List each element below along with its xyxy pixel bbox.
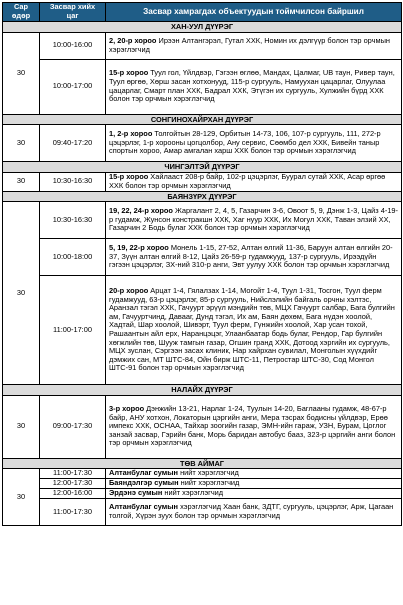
- area-label: 15-р хороо: [109, 68, 149, 78]
- time-cell: 12:00-17:30: [40, 479, 106, 489]
- district-row: [3, 385, 402, 396]
- area-label: 19, 22, 24-р хороо: [109, 206, 173, 216]
- object-text: Арцат 1-4, Гялалзах 1-14, Могойт 1-4, Туул 1-31, Тосгон, Туул ферм гудамжууд, 63-р цэцэрлэг, 85-р сургууль, Нийслэлийн байгаль орчны хэлтэс, Аранзал тэгэл ХХК, Гачуурт эрүүл мэндийн төв, МЦХ Гачуурт салбар, Бага булгийн ам, Гачууртчинд, Давааг, Дунд тэгэл, Их ам, Баян дөхөм, Бага нүдэн хоолой, Хадтай, Шар хоолой, Шивэрт, Туул ферм, Гүнжийн хоолой, Хар усан тохой, Рашаантын айл ерх, Наранцэцэг, Улаанбаатар бодь булаг, Рендор, Гар булгийн хөгжлийн төв, Шууж тамгын газар, Огшин гранд ХХК, Дотоод хэргийн их сургууль, МЦХ зуслан, Сэргээн засах клиник, Нар хайрхан сувилал, Монголын хүүхдийг дэмжих сан, МТ ШТС-84, Ойн бирж ШТС-11, Петростар ШТС-30, Сод Монгол ШТС-91 болон тэр орчмын хэрэглэгчид: [109, 286, 395, 373]
- table-row: [3, 276, 402, 385]
- table-header: [3, 3, 402, 22]
- area-label: 2, 20-р хороо: [109, 35, 157, 45]
- object-cell: [106, 32, 402, 59]
- day-cell: 30: [3, 469, 40, 526]
- object-cell: [106, 172, 402, 191]
- object-text: нийт хэрэглэгчид: [178, 478, 240, 488]
- object-text: Туул гол, Үйлдвэр, Гэгээн өглөө, Мандах, Цалмаг, UB таун, Ривер таун, Туул өргөө, Хөрш засан хотхонууд, 115-р сургууль, Намуухан цацарлаг, Олуулаа цацарлаг, Смарт план ХХК, Бадрал ХХК, Этүгэн их сургууль, Хулжийн бүрд ХХК болон тэр орчмын хэрэглэгчид: [109, 68, 395, 104]
- area-label: 20-р хороо: [109, 286, 149, 296]
- area-label: 1, 2-р хороо: [109, 129, 153, 139]
- object-text: хэрэглэгчид Хаан банк, ЗДТГ, сургууль, цэцэрлэг, Арж, Цагаан толгой, Хүрэн зуух болон тэр орчмын хэрэглэгчид: [109, 502, 394, 520]
- object-cell: [106, 239, 402, 276]
- district-title: ЧИНГЭЛТЭЙ ДҮҮРЭГ: [3, 162, 402, 173]
- object-cell: [106, 395, 402, 458]
- object-text: Хайлааст 208-р байр, 102-р цэцэрлэг, Буурал сутай ХХК, Асар өргөө ХХК болон тэр орчмын хэрэглэгчид: [109, 171, 386, 190]
- object-text: нийт хэрэглэгчид: [178, 468, 239, 478]
- area-label: Баяндэлгэр сумын: [109, 478, 179, 488]
- area-label: 15-р хороо: [109, 171, 149, 181]
- day-cell: 30: [3, 172, 40, 191]
- object-text: Дэнжийн 13-21, Нарлаг 1-24, Туулын 14-20, Баглааны гудамж, 48-67-р байр, АНУ хотхон, Локаторын цэргийн анги, Мера тэсрах бодисны үйлдвэр, Ерөө импекс ХХК, ОСНАА, Тайхар зоогийн газар, ЭМН-ийн гараж, УЗН, Бурам, Цоглог занзай засвар, Гэрийн банк, Морь баридан автобус бааз, 323-р цэргийн анги болон тэр орчмын хэрэглэгчид: [109, 404, 396, 448]
- table-row: [3, 59, 402, 114]
- time-cell: 12:00-16:00: [40, 489, 106, 499]
- table-row: [3, 479, 402, 489]
- time-cell: 11:00-17:30: [40, 469, 106, 479]
- table-row: [3, 469, 402, 479]
- time-cell: 10:30-16:30: [40, 202, 106, 239]
- time-cell: 10:00-16:00: [40, 32, 106, 59]
- time-cell: 10:00-17:00: [40, 59, 106, 114]
- time-cell: 10:30-16:30: [40, 172, 106, 191]
- district-row: [3, 162, 402, 173]
- district-title: НАЛАЙХ ДҮҮРЭГ: [3, 385, 402, 396]
- table-row: [3, 395, 402, 458]
- table-row: [3, 202, 402, 239]
- time-cell: 11:00-17:00: [40, 276, 106, 385]
- header-objects: Засвар хамрагдах объектуудын тоймчилсон байршил: [106, 3, 402, 22]
- district-row: [3, 114, 402, 125]
- header-day: Сар өдөр: [3, 3, 40, 22]
- object-text: Толгойтын 28-129, Орбитын 14-73, 106, 107-р сургууль, 111, 272-р цэцэрлэг, 1-р хорооны цогцолбор, Ану сервис, Сөөмбо дел ХХК, Бивейн таныр спортын хороо, Амар амгалан харш ХХК болон тэр орчмын хэрэглэгчид: [109, 129, 381, 156]
- time-cell: 09:00-17:30: [40, 395, 106, 458]
- district-row: [3, 458, 402, 469]
- object-text: Монель 1-15, 27-52, Алтан өлгий 11-36, Баруун алтан өлгийн 20-37, Зүүн алтан өлгий 8-12, Цайз 26-59-р гудамжууд, 137-р сургууль, Ирээдүйн гэгээн цэцэрлэг, ЗХ-ний 310-р анги, Эвт уулуу ХХК болон тэр орчмын хэрэглэгчид: [109, 243, 393, 270]
- object-cell: [106, 469, 402, 479]
- area-label: Эрдэнэ сумын: [109, 488, 163, 498]
- time-cell: 10:00-18:00: [40, 239, 106, 276]
- object-text: нийт хэрэглэгчид: [162, 488, 224, 498]
- header-time: Засвар хийх цаг: [40, 3, 106, 22]
- day-cell: 30: [3, 395, 40, 458]
- district-row: [3, 191, 402, 202]
- day-cell: 30: [3, 125, 40, 162]
- district-row: [3, 22, 402, 33]
- object-text: Ирээн Алтангэрэл, Гутал ХХК, Номин их дэлгүүр болон тэр орчмын хэрэглэгчид: [109, 35, 390, 54]
- object-cell: [106, 202, 402, 239]
- table-row: [3, 32, 402, 59]
- table-row: [3, 172, 402, 191]
- table-row: [3, 125, 402, 162]
- district-title: СОНГИНОХАЙРХАН ДҮҮРЭГ: [3, 114, 402, 125]
- object-cell: [106, 59, 402, 114]
- table-row: [3, 489, 402, 499]
- district-title: ТӨВ АЙМАГ: [3, 458, 402, 469]
- area-label: 5, 19, 22-р хороо: [109, 243, 169, 253]
- area-label: Алтанбулаг сумын: [109, 468, 179, 478]
- time-cell: 11:00-17:30: [40, 499, 106, 526]
- area-label: Алтанбулаг сумын: [109, 502, 179, 512]
- day-cell: 30: [3, 202, 40, 385]
- object-cell: [106, 276, 402, 385]
- time-cell: 09:40-17:20: [40, 125, 106, 162]
- district-title: БАЯНЗҮРХ ДҮҮРЭГ: [3, 191, 402, 202]
- object-cell: [106, 479, 402, 489]
- area-label: 3-р хороо: [109, 404, 145, 414]
- table-row: [3, 239, 402, 276]
- object-cell: [106, 489, 402, 499]
- object-cell: [106, 499, 402, 526]
- day-cell: 30: [3, 32, 40, 114]
- object-text: Жаргалант 2, 4, 5, Газарчин 3-6, Овоот 5, 9, Дэнж 1-3, Цайз 4-19-р гудамж, Жунсон констракшн ХХК, Хаг нуур ХХК, Их Могул ХХК, Таван элзий ХХ, Газарчин 2 Бодь булаг ХХК болон тэр орчмын хэрэглэгчид: [109, 206, 399, 233]
- table-row: [3, 499, 402, 526]
- maintenance-schedule-table: [2, 2, 402, 526]
- district-title: ХАН-УУЛ ДҮҮРЭГ: [3, 22, 402, 33]
- object-cell: [106, 125, 402, 162]
